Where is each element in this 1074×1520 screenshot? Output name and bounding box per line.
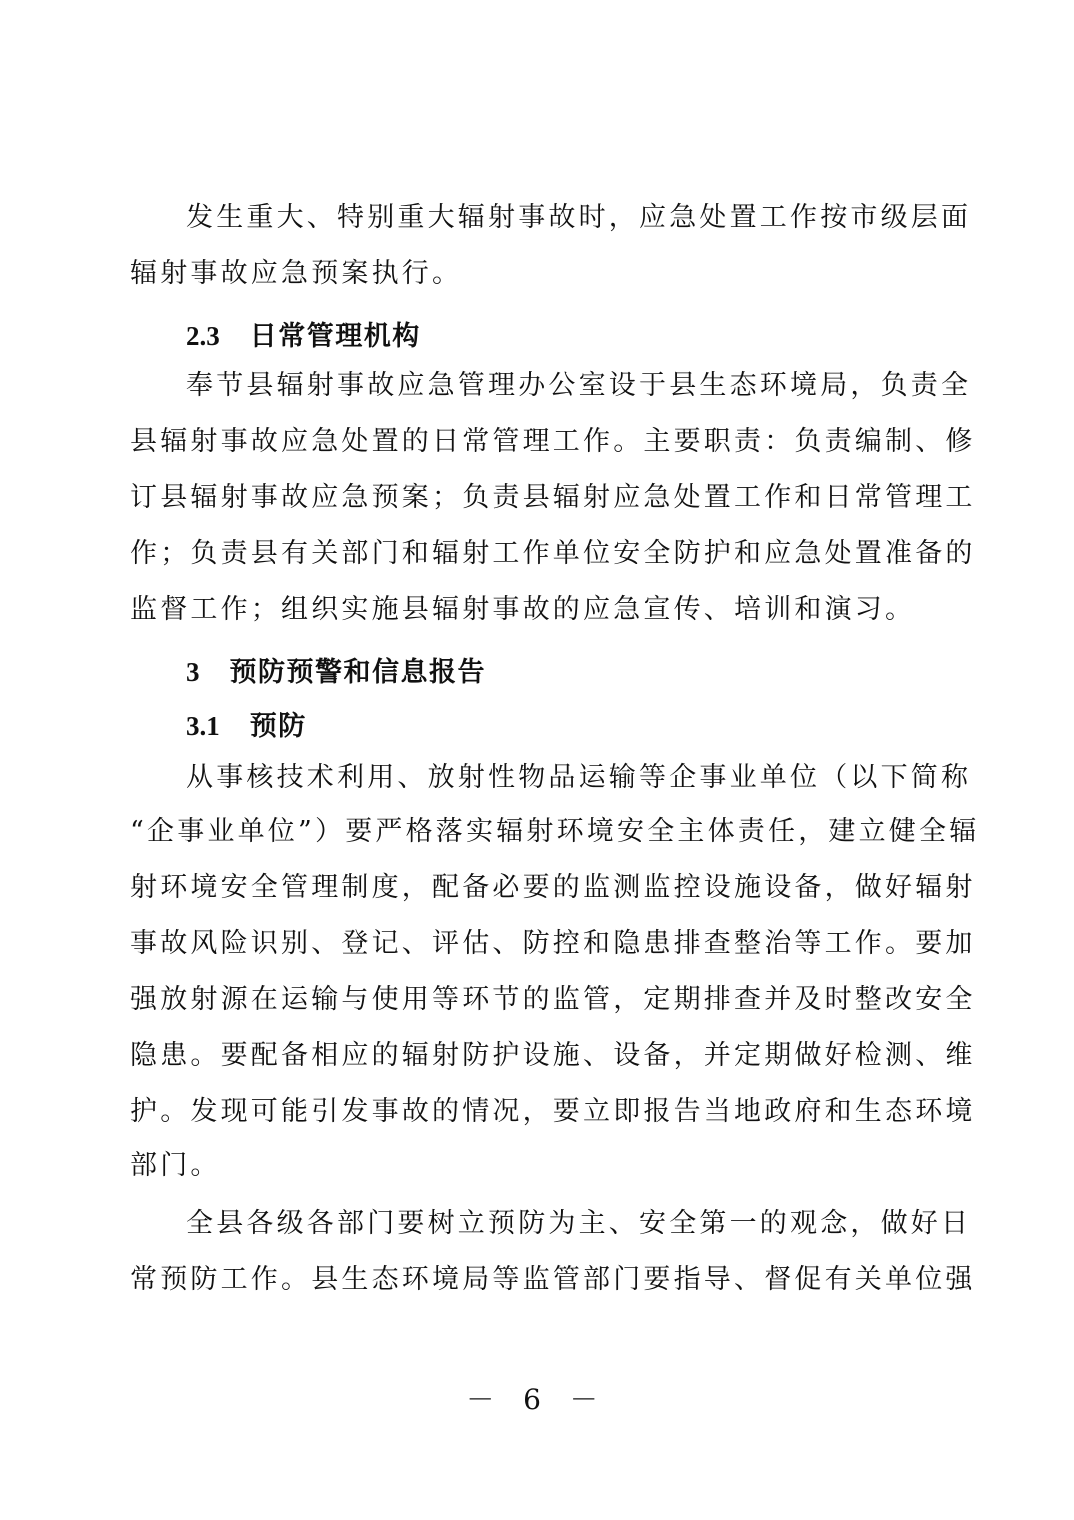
paragraph-4-line-1: 全县各级各部门要树立预防为主、安全第一的观念，做好日 bbox=[186, 1208, 972, 1239]
section-3-number: 3 bbox=[186, 657, 200, 687]
paragraph-3-line-6: 隐患。要配备相应的辐射防护设施、设备，并定期做好检测、维 bbox=[130, 1040, 976, 1071]
paragraph-3-line-8: 部门。 bbox=[130, 1150, 221, 1181]
paragraph-2-line-2: 县辐射事故应急处置的日常管理工作。主要职责：负责编制、修 bbox=[130, 426, 976, 457]
paragraph-3-line-5: 强放射源在运输与使用等环节的监管，定期排查并及时整改安全 bbox=[130, 984, 976, 1015]
paragraph-2-line-5: 监督工作；组织实施县辐射事故的应急宣传、培训和演习。 bbox=[130, 594, 916, 625]
paragraph-1-line-2: 辐射事故应急预案执行。 bbox=[130, 258, 463, 289]
paragraph-2-line-3: 订县辐射事故应急预案；负责县辐射应急处置工作和日常管理工 bbox=[130, 482, 976, 513]
paragraph-3-line-7: 护。发现可能引发事故的情况，要立即报告当地政府和生态环境 bbox=[130, 1096, 976, 1127]
section-2-3-title: 日常管理机构 bbox=[249, 321, 421, 352]
section-2-3-heading bbox=[186, 316, 950, 357]
paragraph-3-line-3: 射环境安全管理制度，配备必要的监测监控设施设备，做好辐射 bbox=[130, 872, 976, 903]
section-3-heading bbox=[186, 652, 950, 693]
paragraph-4-line-2: 常预防工作。县生态环境局等监管部门要指导、督促有关单位强 bbox=[130, 1264, 976, 1295]
paragraph-1-line-1: 发生重大、特别重大辐射事故时，应急处置工作按市级层面 bbox=[186, 202, 972, 233]
paragraph-3-line-4: 事故风险识别、登记、评估、防控和隐患排查整治等工作。要加 bbox=[130, 928, 976, 959]
section-3-1-title: 预防 bbox=[249, 711, 307, 742]
paragraph-2-line-4: 作；负责县有关部门和辐射工作单位安全防护和应急处置准备的 bbox=[130, 538, 976, 569]
page-number: － 6 － bbox=[466, 1383, 608, 1416]
section-3-title: 预防预警和信息报告 bbox=[229, 657, 486, 688]
paragraph-2-line-1: 奉节县辐射事故应急管理办公室设于县生态环境局，负责全 bbox=[186, 370, 972, 401]
section-3-1-heading bbox=[186, 706, 950, 747]
paragraph-3-line-2: “企事业单位”）要严格落实辐射环境安全主体责任，建立健全辐 bbox=[130, 816, 980, 847]
section-3-1-number: 3.1 bbox=[186, 711, 220, 741]
paragraph-3-line-1: 从事核技术利用、放射性物品运输等企事业单位（以下简称 bbox=[186, 762, 972, 793]
section-2-3-number: 2.3 bbox=[186, 321, 220, 351]
